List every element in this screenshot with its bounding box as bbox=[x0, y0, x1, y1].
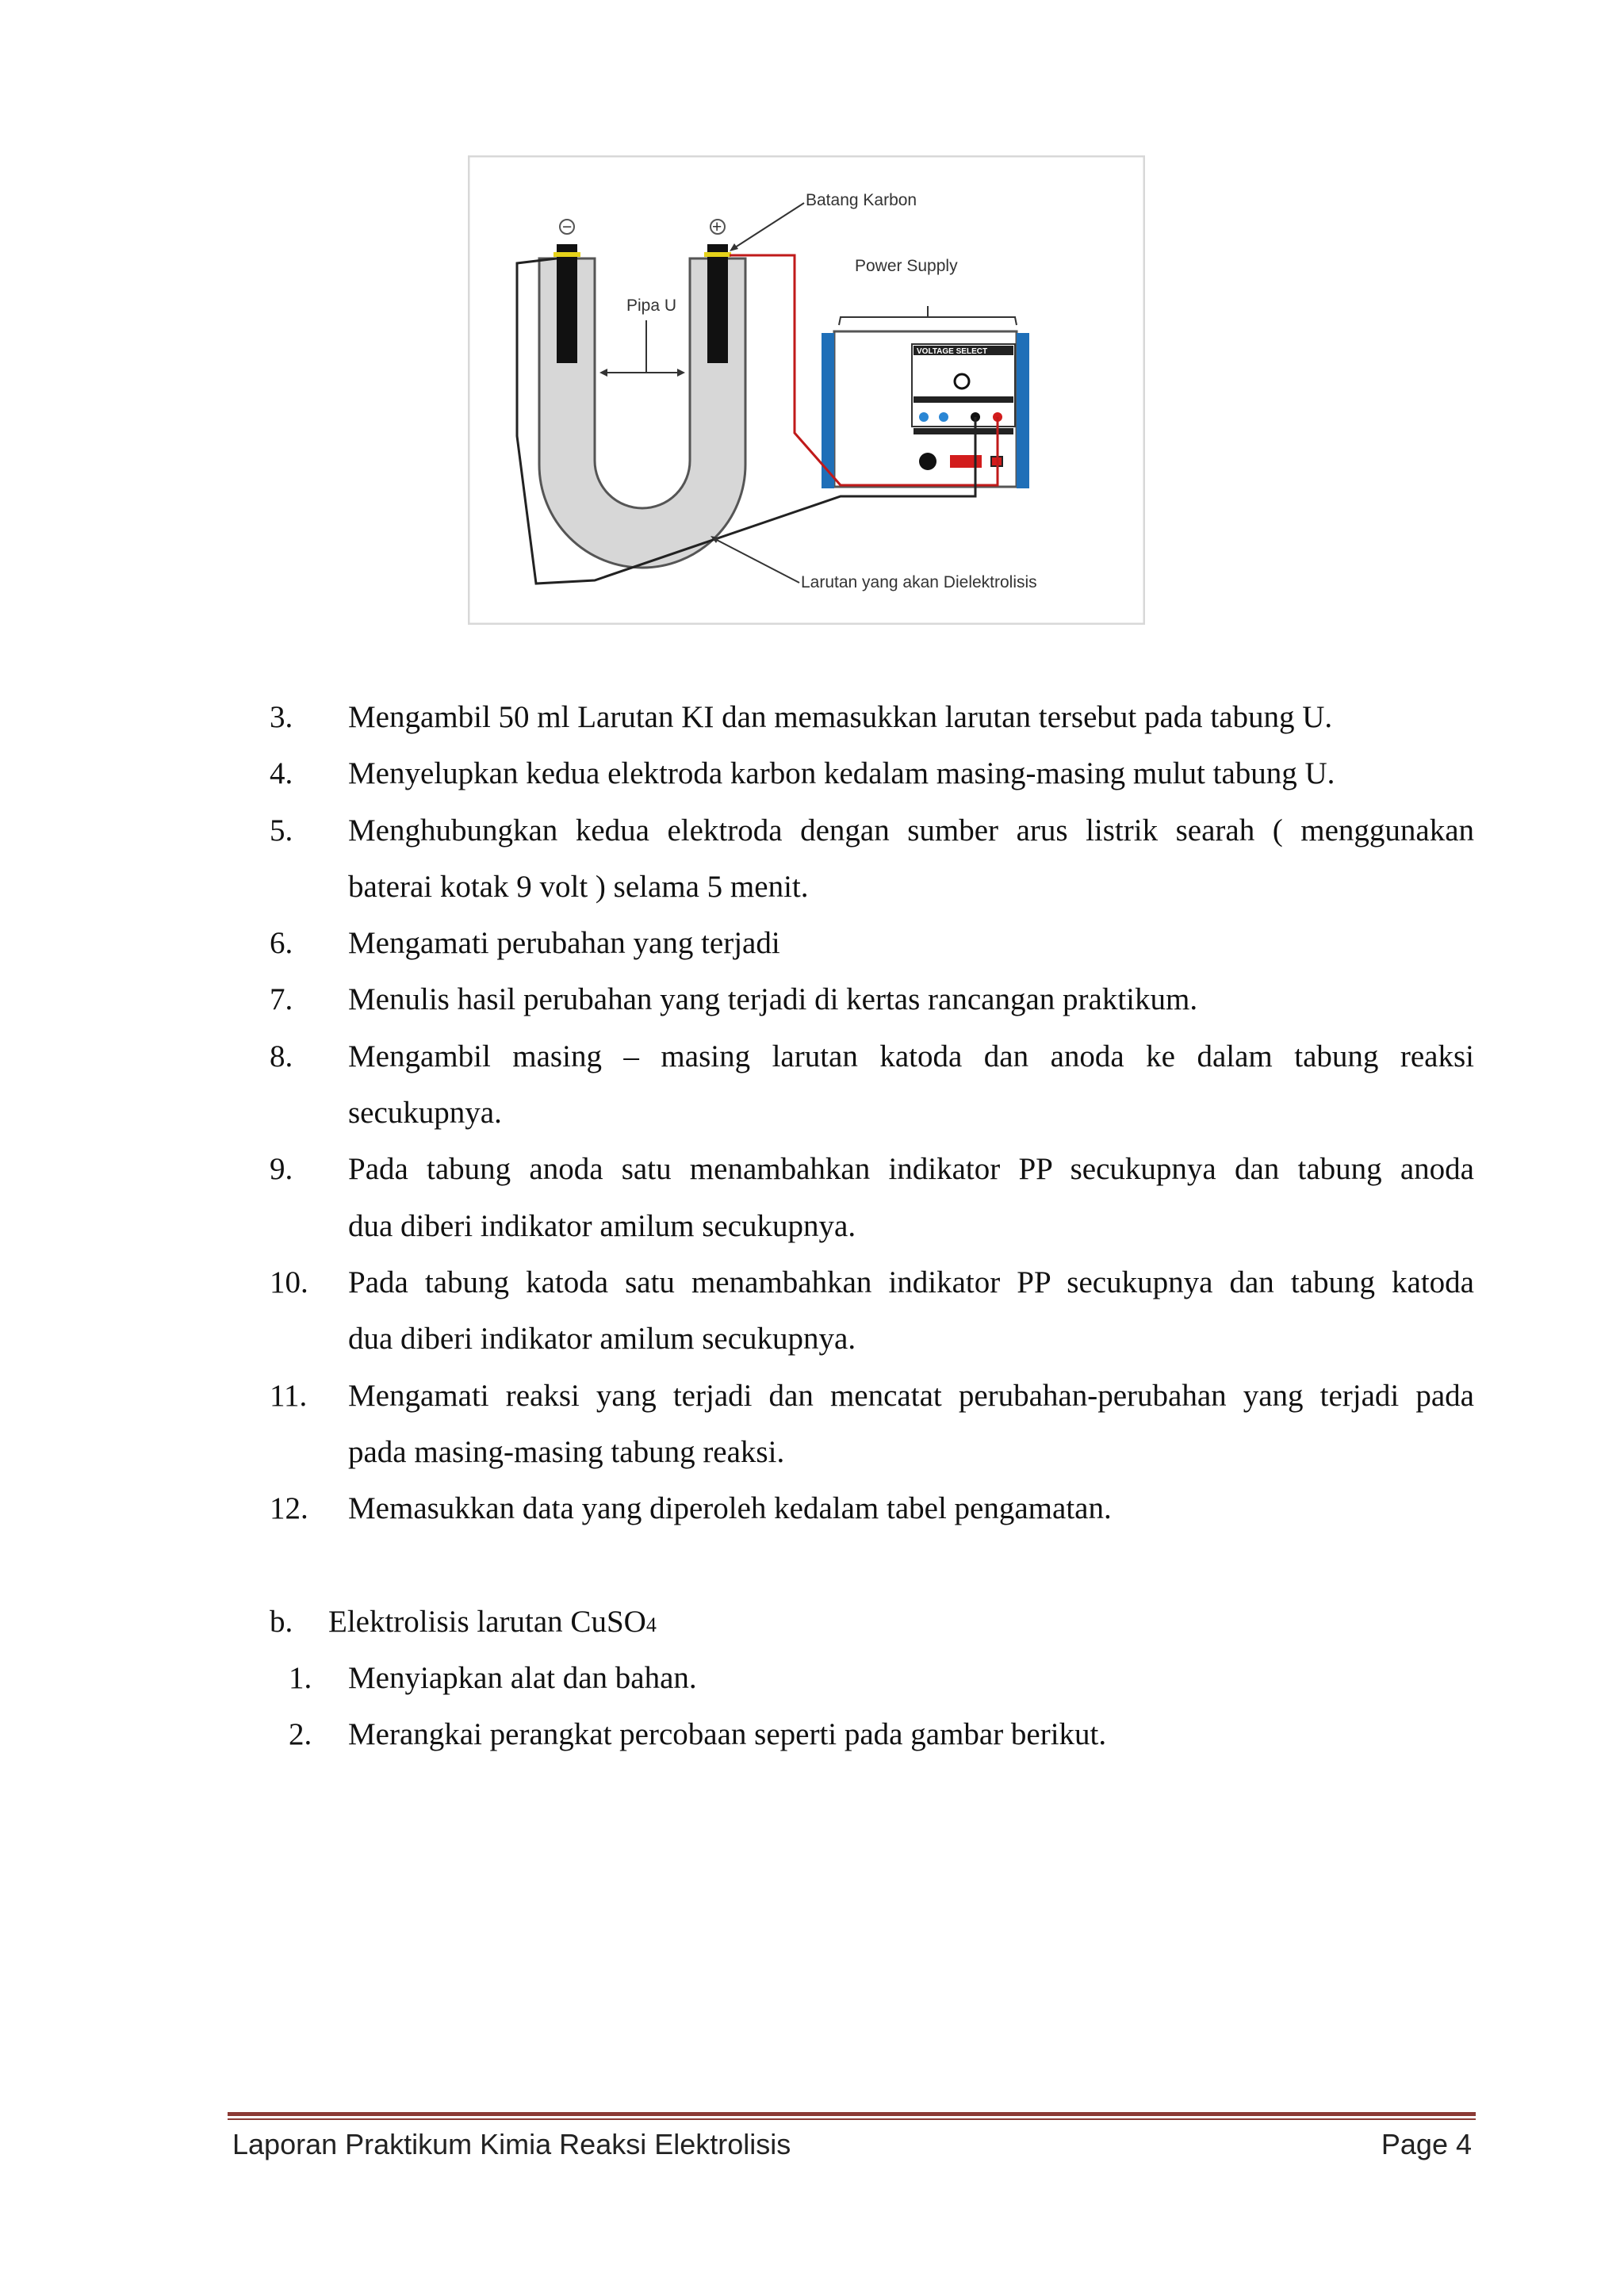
step-number: 6. bbox=[270, 926, 293, 960]
minus-sign: − bbox=[562, 218, 573, 236]
step-text: Menghubungkan kedua elektroda dengan sumber arus listrik searah ( menggunakan bbox=[348, 813, 1474, 848]
label-larutan: Larutan yang akan Dielektrolisis bbox=[801, 573, 1037, 591]
step-text-continuation: dua diberi indikator amilum secukupnya. bbox=[348, 1322, 856, 1356]
label-power-supply: Power Supply bbox=[855, 257, 958, 275]
step-text: Menyiapkan alat dan bahan. bbox=[348, 1661, 697, 1695]
label-batang-karbon: Batang Karbon bbox=[806, 191, 917, 209]
step-number: 10. bbox=[270, 1265, 308, 1299]
step-text: Memasukkan data yang diperoleh kedalam tabel pengamatan. bbox=[348, 1491, 1112, 1525]
step-number: 3. bbox=[270, 700, 293, 734]
step-text-continuation: pada masing-masing tabung reaksi. bbox=[348, 1435, 785, 1469]
label-voltage-select: VOLTAGE SELECT bbox=[917, 347, 988, 356]
step-text: Pada tabung katoda satu menambahkan indikator PP secukupnya dan tabung katoda bbox=[348, 1265, 1474, 1299]
step-text: Mengamati reaksi yang terjadi dan mencatat perubahan-perubahan yang terjadi pada bbox=[348, 1379, 1474, 1413]
step-number: 12. bbox=[270, 1491, 308, 1525]
step-text: Pada tabung anoda satu menambahkan indikator PP secukupnya dan tabung anoda bbox=[348, 1152, 1474, 1186]
step-text: Mengambil masing – masing larutan katoda dan anoda ke dalam tabung reaksi bbox=[348, 1039, 1474, 1073]
step-number: 8. bbox=[270, 1039, 293, 1073]
section-title-subscript: 4 bbox=[645, 1613, 657, 1636]
step-text: Menulis hasil perubahan yang terjadi di kertas rancangan praktikum. bbox=[348, 982, 1198, 1016]
plus-sign: + bbox=[712, 218, 722, 236]
step-number: 7. bbox=[270, 982, 293, 1016]
section-letter: b. bbox=[270, 1605, 293, 1639]
step-number: 4. bbox=[270, 756, 293, 790]
step-number: 11. bbox=[270, 1379, 308, 1413]
anode-electrode bbox=[707, 244, 728, 363]
electrolysis-apparatus-figure bbox=[468, 155, 1145, 625]
section-title: Elektrolisis larutan CuSO bbox=[328, 1605, 646, 1639]
step-text: Merangkai perangkat percobaan seperti pada gambar berikut. bbox=[348, 1717, 1107, 1751]
footer-page-number: Page 4 bbox=[1381, 2128, 1472, 2160]
step-text: Menyelupkan kedua elektroda karbon kedalam masing-masing mulut tabung U. bbox=[348, 756, 1335, 790]
step-text: Mengambil 50 ml Larutan KI dan memasukkan larutan tersebut pada tabung U. bbox=[348, 700, 1333, 734]
step-text: Mengamati perubahan yang terjadi bbox=[348, 926, 780, 960]
step-number: 1. bbox=[289, 1661, 312, 1695]
step-text-continuation: secukupnya. bbox=[348, 1096, 502, 1130]
cathode-electrode bbox=[557, 244, 577, 363]
footer-document-title: Laporan Praktikum Kimia Reaksi Elektrolisis bbox=[232, 2128, 791, 2160]
step-number: 5. bbox=[270, 813, 293, 848]
step-text-continuation: baterai kotak 9 volt ) selama 5 menit. bbox=[348, 870, 809, 904]
step-text-continuation: dua diberi indikator amilum secukupnya. bbox=[348, 1209, 856, 1243]
step-number: 2. bbox=[289, 1717, 312, 1751]
step-number: 9. bbox=[270, 1152, 293, 1186]
footer-rule bbox=[228, 2112, 1476, 2116]
label-pipa-u: Pipa U bbox=[626, 297, 677, 315]
footer-rule-thin bbox=[228, 2118, 1476, 2120]
